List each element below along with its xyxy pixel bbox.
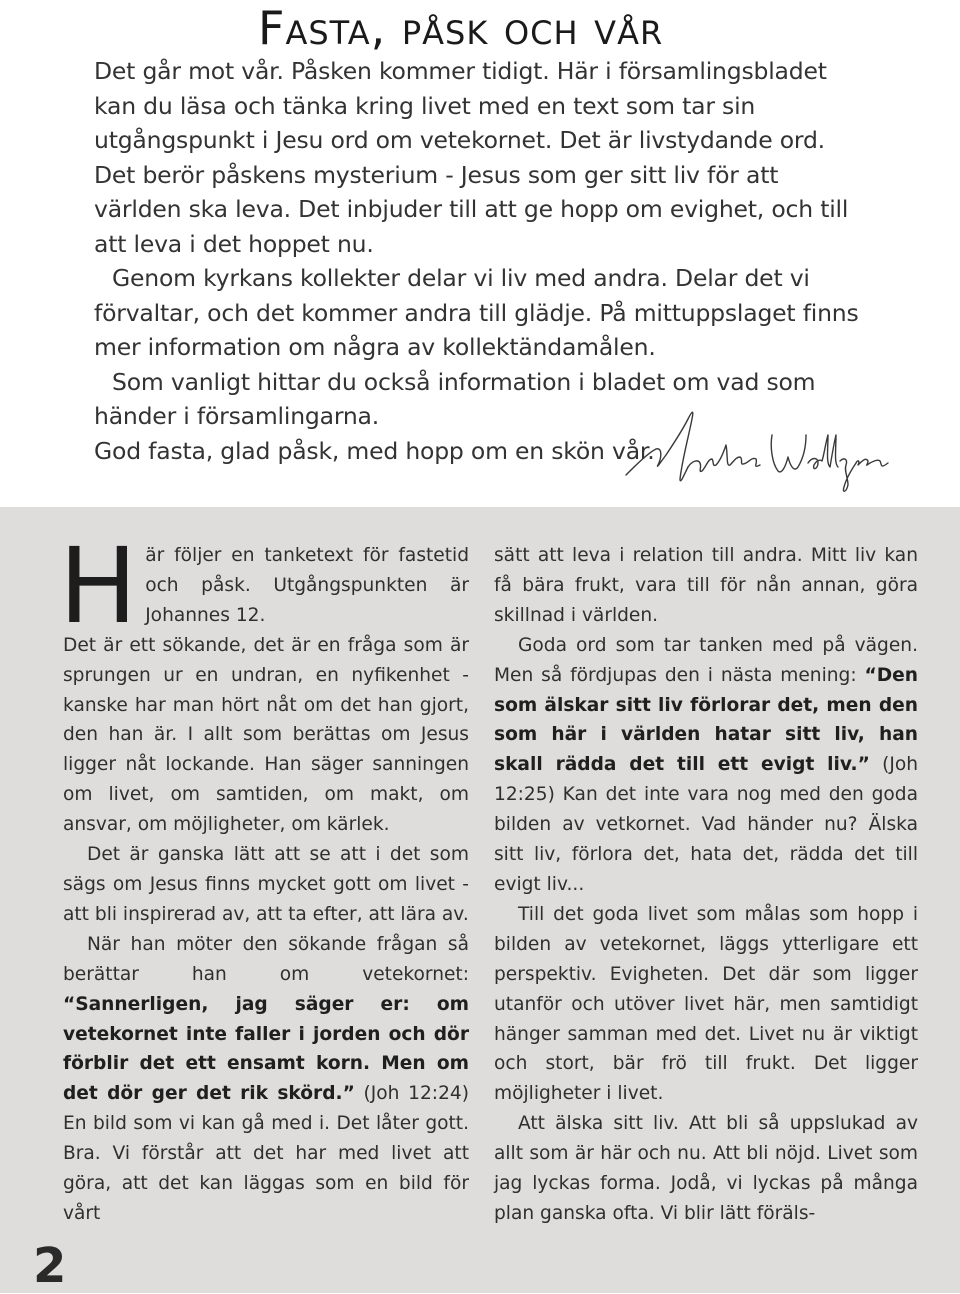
article-lead: [59, 525, 469, 647]
article-paragraph: Att älska sitt liv. Att bli så uppslukad av allt som är här och nu. Att bli nöjd. Livet som jag lyckas forma. Jodå, vi lyckas på många plan ganska ofta. Vi blir lätt föräls-: [494, 1113, 918, 1224]
article-column-right: [494, 541, 918, 1229]
article-paragraph: Till det goda livet som målas som hopp i bilden av vetekornet, läggs ytterligare ett perspektiv. Evigheten. Det där som ligger utanför och utöver livet här, men samtidigt hänger samman med det. Livet nu är viktigt och stort, bär frö till frukt. Det ligger möjligheter i livet.: [494, 903, 918, 1105]
drop-cap: H: [59, 525, 138, 647]
article-paragraph: [63, 930, 469, 1229]
article-paragraph: [494, 631, 918, 900]
scripture-quote: “Sannerligen, jag säger er: om vetekornet inte faller i jorden och dör förblir det ett ensamt korn. Men om det dör ger det rik skörd.”: [63, 993, 469, 1105]
paragraph-text: (Joh 12:24) En bild som vi kan gå med i. Det låter gott. Bra. Vi förstår att det har med livet att göra, att det kan läggas som en bild för vårt: [63, 1083, 469, 1224]
page-number: 2: [33, 1238, 67, 1294]
lead-text: är följer en tanketext för fastetid och påsk. Utgångspunkten är Johannes 12.: [145, 545, 469, 626]
paragraph-text: (Joh 12:25) Kan det inte vara nog med den goda bilden av vetkornet. Vad händer nu? Älska sitt liv, förlora det, hata det, rädda det till evigt liv...: [494, 754, 919, 895]
article-paragraph: Det är ett sökande, det är en fråga som är sprungen ur en undran, en nyfikenhet - kanske har man hört nåt om det han gjort, den han är. I allt som berättas om Jesus ligger nåt lockande. Han säger sanningen om livet, om samtiden, om makt, om ansvar, om möjligheter, om kärlek.: [63, 634, 469, 836]
article-paragraph: Det är ganska lätt att se att i det som sägs om Jesus finns mycket gott om livet - att bli inspirerad av, att ta efter, att lära av.: [63, 844, 469, 925]
page-title: Fasta, påsk och vår: [258, 1, 664, 55]
intro-paragraph: Som vanligt hittar du också information i bladet om vad som händer i församlingarna.: [94, 367, 816, 430]
article-column-left: [59, 525, 469, 1229]
intro-paragraph: Genom kyrkans kollekter delar vi liv med andra. Delar det vi förvaltar, och det kommer andra till glädje. På mittuppslaget finns mer information om några av kollektändamålen.: [94, 264, 859, 361]
paragraph-text: När han möter den sökande frågan så berättar han om vetekornet:: [63, 933, 469, 985]
intro-closing: God fasta, glad påsk, med hopp om en skön vår.: [94, 436, 655, 465]
scripture-quote: “Den som älskar sitt liv förlorar det, men den som här i världen hatar sitt liv, han skall rädda det till ett evigt liv.”: [494, 664, 918, 776]
signature-image: [622, 405, 892, 497]
intro-paragraph: Det går mot vår. Påsken kommer tidigt. Här i församlingsbladet kan du läsa och tänka kring livet med en text som tar sin utgångspunkt i Jesu ord om vetekornet. Det är livstydande ord. Det berör påskens mysterium - Jesus som ger sitt liv för att världen ska leva. Det inbjuder till att ge hopp om evighet, och till att leva i det hoppet nu.: [94, 57, 849, 258]
paragraph-text: Goda ord som tar tanken med på vägen. Men så fördjupas den i nästa mening:: [494, 634, 918, 686]
article-paragraph: sätt att leva i relation till andra. Mitt liv kan få bära frukt, vara till för nån annan, göra skillnad i världen.: [494, 545, 918, 626]
